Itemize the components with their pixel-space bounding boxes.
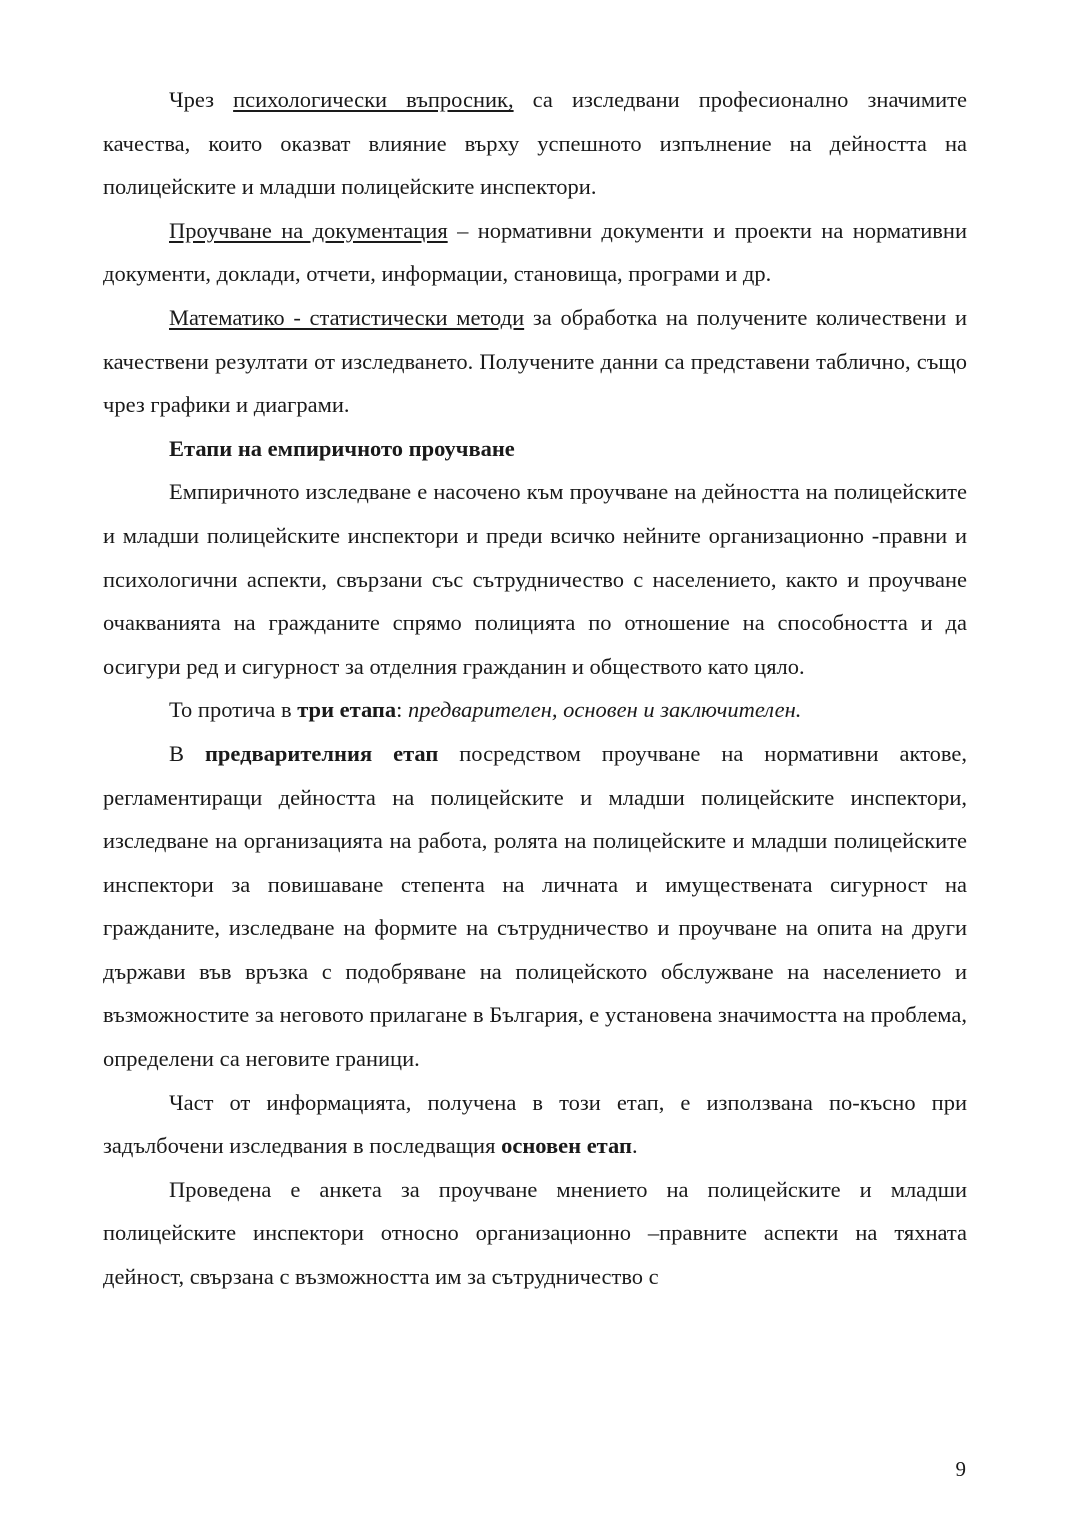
paragraph-statistics: Математико - статистически методи за обработка на получените количествени и качествени резултати от изследването. Получените данни са представени таблично, също чрез графики и диаграми. [103, 304, 968, 418]
paragraph-documentation: Проучване на документация – нормативни документи и проекти на нормативни документи, доклади, отчети, информации, становища, програми и др. [103, 217, 967, 287]
paragraph-empirical-study: Емпиричното изследване е насочено към проучване на дейността на полицейските и младши полицейските инспектори и преди всичко нейните организационно -правни и психологични аспекти, свързани със сътрудничество с населението, както и проучване очакванията на гражданите спрямо полицията по отношение на способността и да осигури ред и сигурност за отделния гражданин и обществото като цяло. [103, 479, 967, 679]
paragraph-questionnaire: Чрез психологически въпросник, са изследвани професионално значимите качества, които оказват влияние върху успешното изпълнение на дейността на полицейските и младши полицейските инспектори. [103, 87, 967, 200]
method-term-statistics: Математико - статистически методи [169, 304, 525, 330]
section-heading: Етапи на емпиричното проучване [169, 435, 515, 461]
paragraph-survey: Проведена е анкета за проучване мнението на полицейските и младши полицейските инспектори относно организационно –правните аспекти на тяхната дейност, свързана с възможността им за сътрудничество с [103, 1176, 967, 1290]
method-term-documentation: Проучване на документация [169, 217, 448, 243]
page-number: 9 [955, 1457, 966, 1481]
method-term-questionnaire: психологически въпросник, [233, 87, 514, 112]
body-text [103, 78, 967, 1299]
paragraph-three-stages: То протича в три етапа: предварителен, основен и заключителен. [169, 697, 802, 723]
paragraph-main-stage: Част от информацията, получена в този етап, е използвана по-късно при задълбочени изследвания в последващия основен етап. [103, 1089, 967, 1159]
paragraph-preliminary-stage: В предварителния етап посредством проучване на нормативни актове, регламентиращи дейността на полицейските и младши полицейските инспектори, изследване на организацията на работа, ролята на полицейските и младши полицейските инспектори за повишаване степента на личната и имуществената сигурност на гражданите, изследване на формите на сътрудничество и проучване на опита на други държави във връзка с подобряване на полицейското обслужване на населението и възможностите за неговото прилагане в България, е установена значимостта на проблема, определени са неговите граници. [103, 740, 968, 1072]
